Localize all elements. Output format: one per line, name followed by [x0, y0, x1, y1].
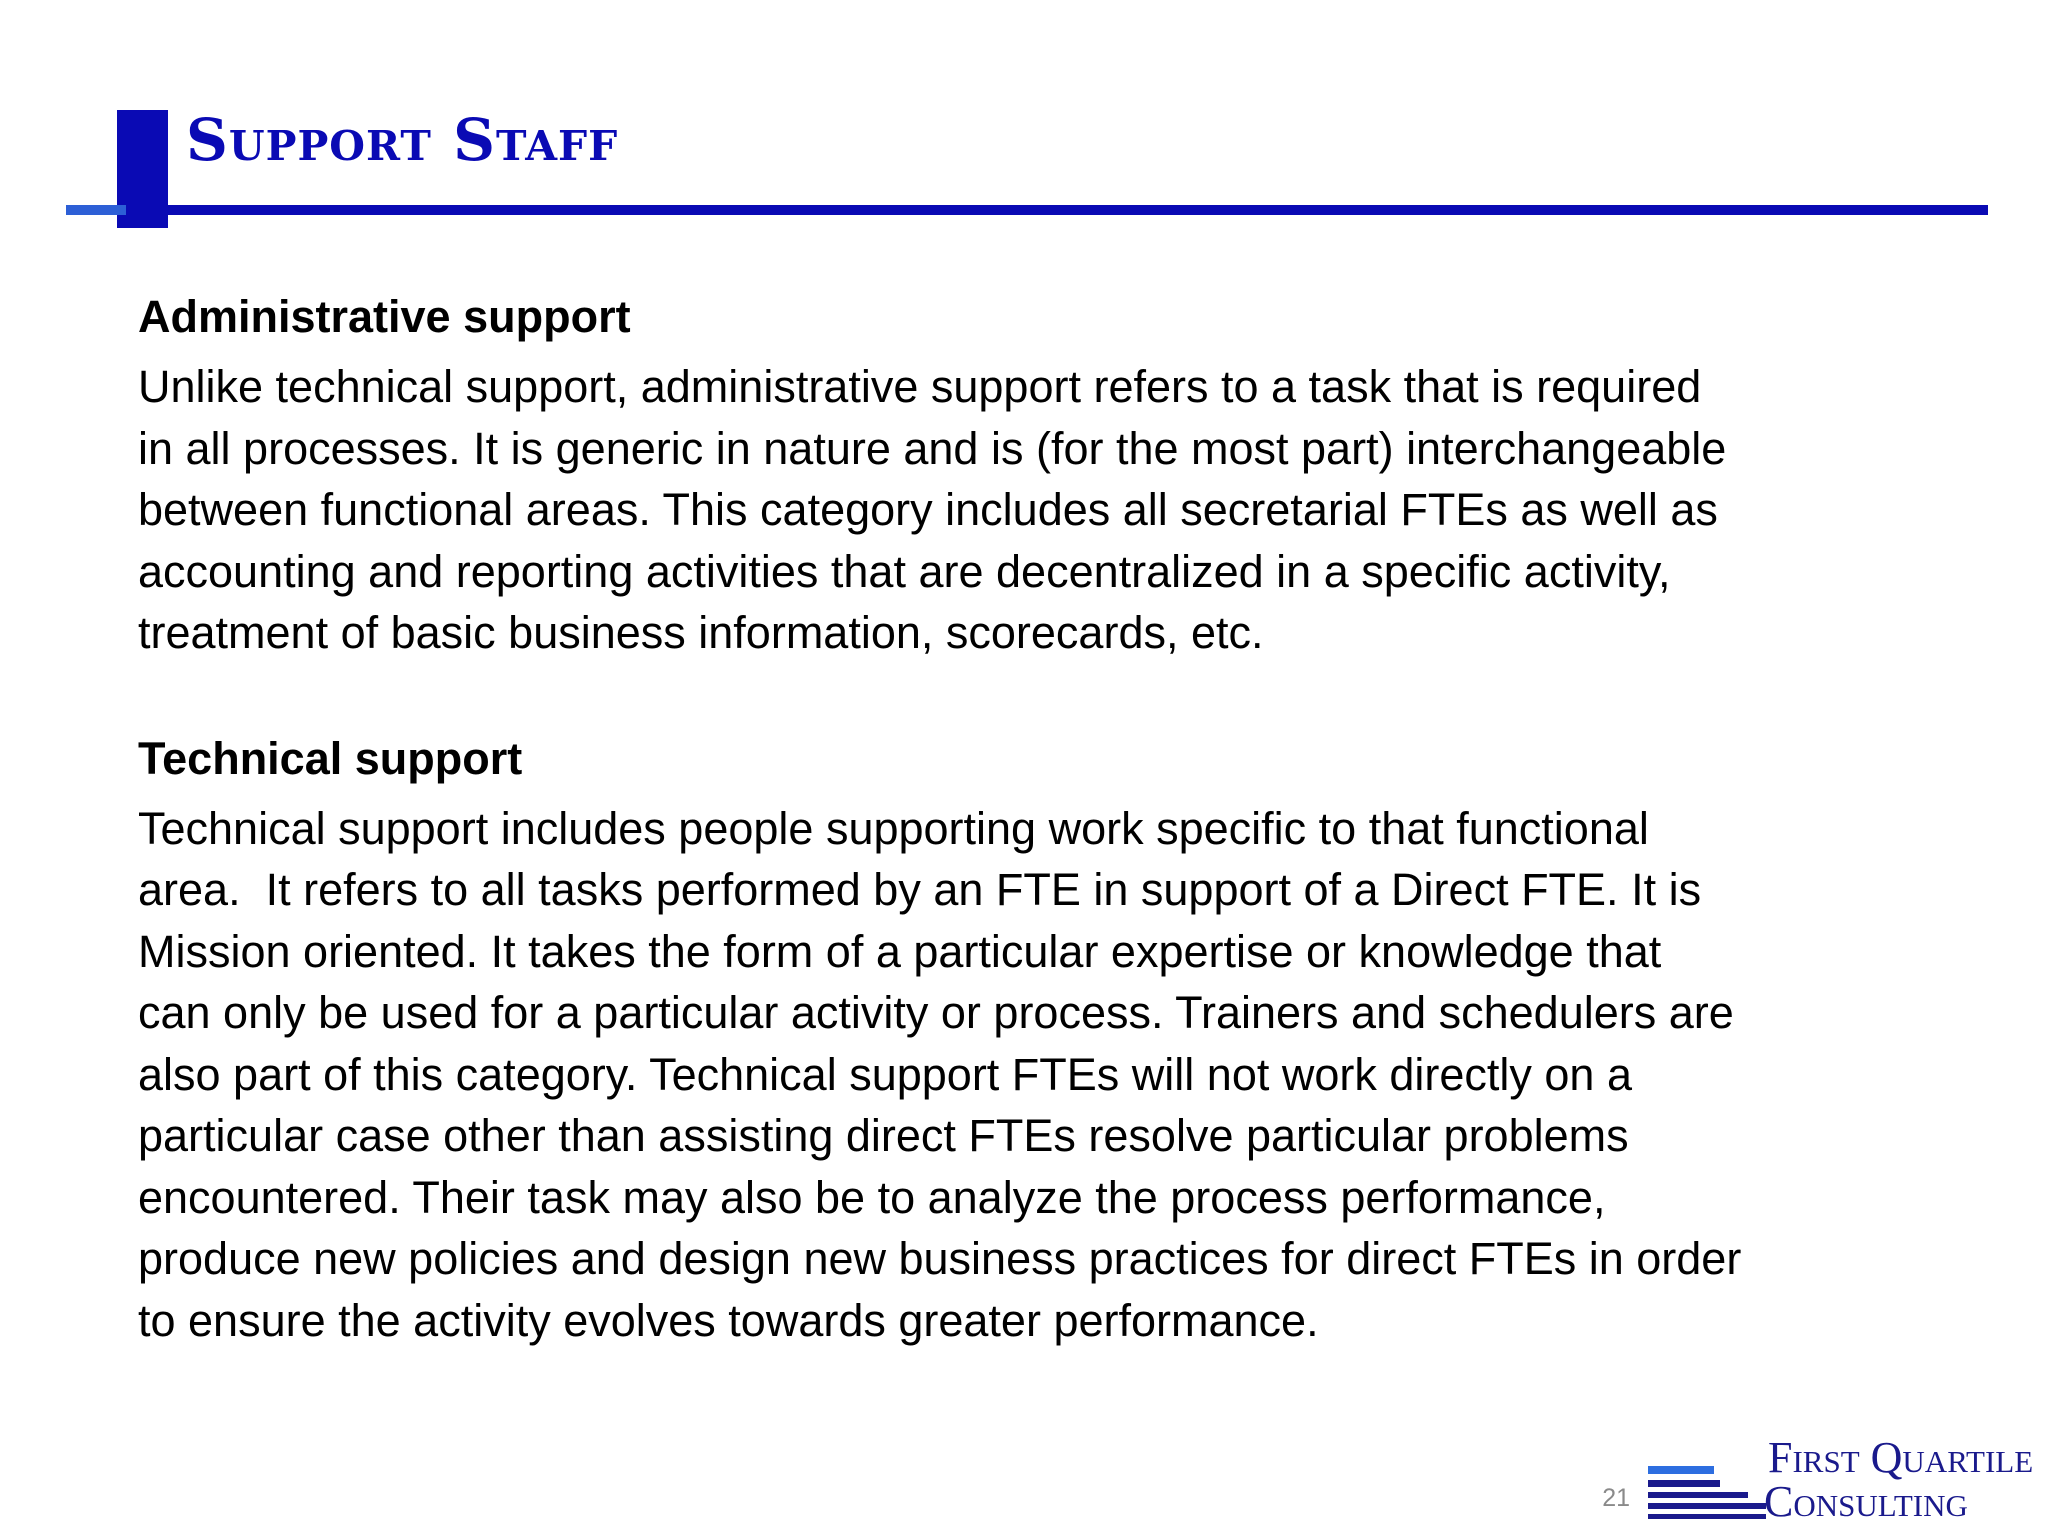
section-administrative-support: [138, 286, 1968, 664]
body-line: can only be used for a particular activity or process. Trainers and schedulers are: [138, 987, 1734, 1038]
section-technical-support: [138, 728, 1968, 1352]
section-heading: Administrative support: [138, 291, 631, 342]
slide-content: [138, 286, 1968, 1351]
section-body: [138, 356, 1968, 664]
company-logo: [1648, 1433, 2048, 1526]
body-line: particular case other than assisting direct FTEs resolve particular problems: [138, 1110, 1629, 1161]
body-line: produce new policies and design new business practices for direct FTEs in order: [138, 1233, 1742, 1284]
slide-title: Support Staff: [186, 106, 619, 174]
body-line: Mission oriented. It takes the form of a particular expertise or knowledge that: [138, 925, 1662, 977]
logo-text: [1716, 1433, 2048, 1526]
body-line: treatment of basic business information, scorecards, etc.: [138, 607, 1264, 658]
page-number: 21: [1602, 1484, 1630, 1512]
body-line: to ensure the activity evolves towards greater performance.: [138, 1294, 1319, 1346]
section-body: [138, 798, 1968, 1352]
body-line: accounting and reporting activities that are decentralized in a specific activity,: [138, 545, 1671, 597]
body-line: Unlike technical support, administrative support refers to a task that is required: [138, 361, 1702, 412]
body-line: also part of this category. Technical support FTEs will not work directly on a: [138, 1048, 1632, 1100]
title-underline-rule: [66, 205, 1988, 215]
body-line: between functional areas. This category includes all secretarial FTEs as well as: [138, 484, 1718, 535]
logo-line-1: First Quartile: [1768, 1433, 2034, 1482]
body-line: Technical support includes people supporting work specific to that functional: [138, 802, 1649, 854]
body-line: area. It refers to all tasks performed by an FTE in support of a Direct FTE. It is: [138, 864, 1702, 915]
logo-line-2: Consulting: [1764, 1477, 1968, 1526]
body-line: encountered. Their task may also be to analyze the process performance,: [138, 1171, 1606, 1223]
section-heading: Technical support: [138, 732, 523, 784]
body-line: in all processes. It is generic in nature and is (for the most part) interchangeable: [138, 422, 1727, 474]
title-underline-rule-light: [66, 205, 126, 215]
